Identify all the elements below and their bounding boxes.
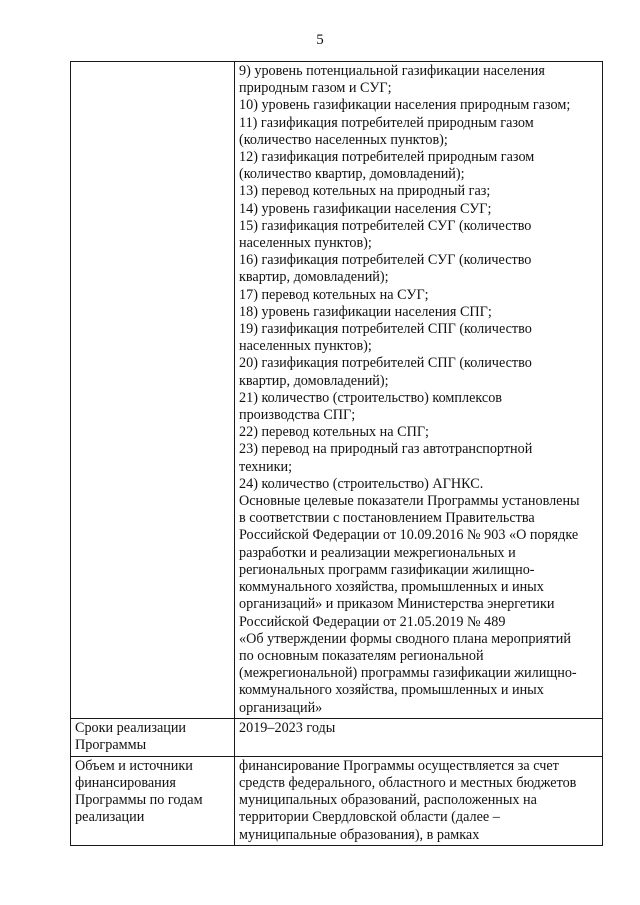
- indicator-line: 12) газификация потребителей природным газом: [239, 149, 535, 166]
- table-row-implementation-period: [71, 718, 603, 756]
- content-cell-target-indicators: [235, 62, 603, 719]
- indicator-line: 15) газификация потребителей СУГ (количество: [239, 217, 532, 234]
- indicator-line: разработки и реализации межрегиональных и: [239, 544, 516, 561]
- label-line: финансирования: [75, 774, 176, 791]
- indicator-line: 17) перевод котельных на СУГ;: [239, 286, 429, 303]
- indicator-line: (количество квартир, домовладений);: [239, 166, 465, 183]
- indicator-line: 16) газификация потребителей СУГ (количество: [239, 252, 532, 269]
- funding-line: муниципальных образований, расположенных на: [239, 792, 537, 809]
- indicator-line: природным газом и СУГ;: [239, 80, 392, 97]
- indicator-line: (количество населенных пунктов);: [239, 131, 448, 148]
- program-passport-table: [70, 61, 603, 846]
- label-cell-implementation-period: [71, 718, 235, 756]
- indicator-line: региональных программ газификации жилищно-: [239, 561, 535, 578]
- period-value: 2019–2023 годы: [239, 719, 336, 736]
- label-cell-target-indicators: [71, 62, 235, 719]
- funding-line: финансирование Программы осуществляется за счет: [239, 757, 559, 774]
- indicator-line: 13) перевод котельных на природный газ;: [239, 183, 491, 200]
- indicator-line: 14) уровень газификации населения СУГ;: [239, 200, 492, 217]
- page-number: 5: [316, 32, 324, 48]
- indicator-line: 24) количество (строительство) АГНКС.: [239, 475, 484, 492]
- label-line: Программы по годам: [75, 792, 203, 809]
- indicator-line: 10) уровень газификации населения природным газом;: [239, 97, 571, 114]
- funding-line: муниципальные образования), в рамках: [239, 826, 480, 843]
- indicator-line: 20) газификация потребителей СПГ (количество: [239, 355, 532, 372]
- content-cell-funding: [235, 756, 603, 845]
- indicator-line: организаций» и приказом Министерства энергетики: [239, 596, 555, 613]
- label-line: реализации: [75, 809, 145, 826]
- indicator-line: техники;: [239, 458, 293, 475]
- indicator-line: организаций»: [239, 699, 323, 716]
- indicator-line: 18) уровень газификации населения СПГ;: [239, 303, 492, 320]
- indicator-line: Российской Федерации от 21.05.2019 № 489: [239, 613, 506, 630]
- indicator-line: населенных пунктов);: [239, 338, 372, 355]
- content-cell-implementation-period: [235, 718, 603, 756]
- indicator-line: Основные целевые показатели Программы установлены: [239, 493, 580, 510]
- indicator-line: квартир, домовладений);: [239, 269, 389, 286]
- indicator-line: (межрегиональной) программы газификации жилищно-: [239, 665, 577, 682]
- indicator-line: коммунального хозяйства, промышленных и иных: [239, 682, 544, 699]
- indicator-line: 19) газификация потребителей СПГ (количество: [239, 321, 532, 338]
- indicator-line: 11) газификация потребителей природным газом: [239, 114, 534, 131]
- indicator-line: коммунального хозяйства, промышленных и иных: [239, 579, 544, 596]
- label-line: Программы: [75, 736, 147, 753]
- indicator-line: в соответствии с постановлением Правительства: [239, 510, 535, 527]
- indicator-line: 22) перевод котельных на СПГ;: [239, 424, 429, 441]
- indicator-line: квартир, домовладений);: [239, 372, 389, 389]
- label-line: Объем и источники: [75, 757, 193, 774]
- indicator-line: 21) количество (строительство) комплексов: [239, 389, 502, 406]
- label-cell-funding: [71, 756, 235, 845]
- label-line: Сроки реализации: [75, 719, 187, 736]
- indicator-line: «Об утверждении формы сводного плана мероприятий: [239, 630, 571, 647]
- indicator-line: производства СПГ;: [239, 407, 356, 424]
- indicator-line: 23) перевод на природный газ автотранспортной: [239, 441, 533, 458]
- funding-line: средств федерального, областного и местных бюджетов: [239, 774, 577, 791]
- indicator-line: Российской Федерации от 10.09.2016 № 903 «О порядке: [239, 527, 579, 544]
- indicator-line: по основным показателям региональной: [239, 647, 484, 664]
- indicator-line: 9) уровень потенциальной газификации населения: [239, 63, 545, 79]
- table-row-target-indicators: [71, 62, 603, 719]
- funding-line: территории Свердловской области (далее –: [239, 809, 500, 826]
- table-row-funding: [71, 756, 603, 845]
- indicator-line: населенных пунктов);: [239, 235, 372, 252]
